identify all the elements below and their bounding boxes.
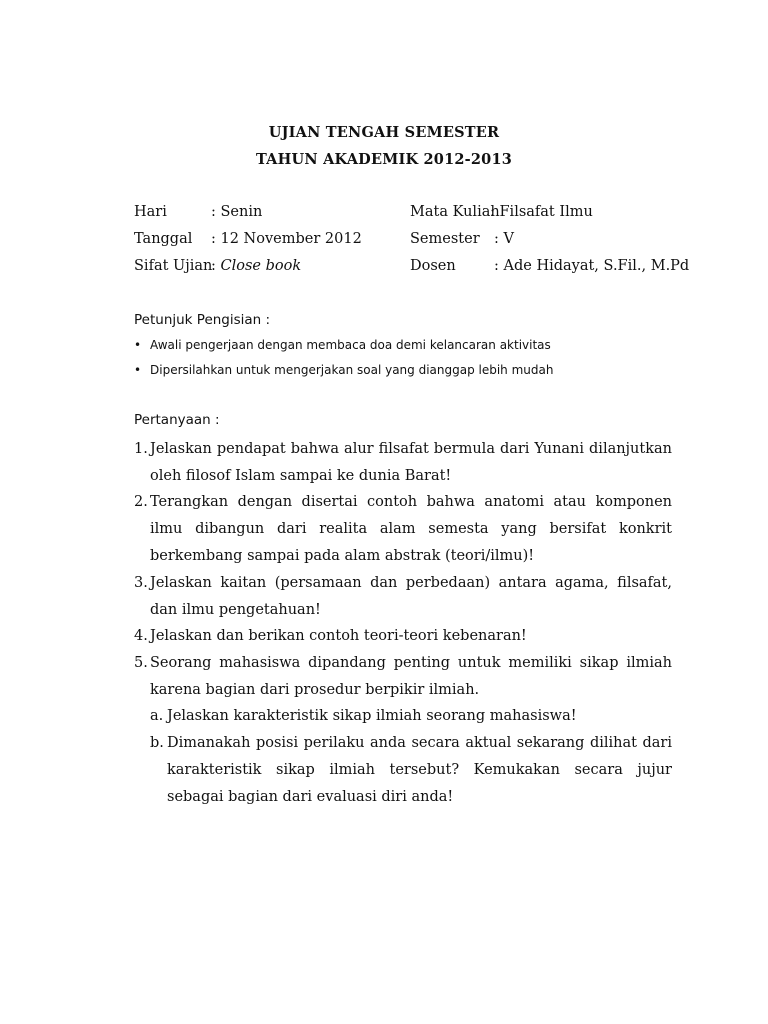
info-mata-kuliah — [410, 204, 593, 220]
instructions-heading: Petunjuk Pengisian : — [134, 312, 271, 328]
tanggal-value: : 12 November 2012 — [211, 231, 362, 247]
question-item: 4. Jelaskan dan berikan contoh teori-teori kebenaran! — [134, 628, 527, 644]
dosen-label: Dosen — [410, 258, 456, 274]
questions-heading: Pertanyaan : — [134, 412, 220, 428]
exam-title: UJIAN TENGAH SEMESTER — [268, 124, 500, 141]
mk-value: : Filsafat Ilmu — [490, 204, 593, 220]
sifat-label: Sifat Ujian — [134, 258, 213, 274]
info-tanggal — [134, 231, 362, 247]
sifat-colon: : — [211, 258, 216, 274]
mk-label: Mata Kuliah — [410, 204, 500, 220]
dosen-value: : Ade Hidayat, S.Fil., M.Pd — [494, 258, 690, 274]
academic-year: TAHUN AKADEMIK 2012-2013 — [255, 151, 513, 168]
bullet-icon: • — [134, 338, 142, 352]
info-sifat-ujian — [134, 258, 301, 274]
question-item: 3. Jelaskan kaitan (persamaan dan perbedaan) antara agama, filsafat, dan ilmu pengetahuan! — [134, 575, 672, 618]
exam-page: UJIAN TENGAH SEMESTER TAHUN AKADEMIK 2012-2013 Hari : Senin Tanggal : 12 November 2012 Sifat Ujian: Close book Mata Kuliah: Filsafat Ilmu Semester : V Dosen : Ade Hidayat, S.Fil., M.Pd Petunjuk Pengisian : • Awali pengerjaan dengan membaca doa demi kelancaran aktivitas • Dipersilahkan untuk mengerjakan soal yang dianggap lebih mudah Pertanyaan : 1. Jelaskan pendapat bahwa alur filsafat bermula dari Yunani dilanjutkan oleh filosof Islam sampai ke dunia Barat! 2. Terangkan dengan disertai contoh bahwa anatomi atau komponen ilmu dibangun dari realita alam semesta yang bersifat konkrit berkembang sampai pada alam abstrak (teori/ilmu)! 3. Jelaskan kaitan (persamaan dan perbedaan) antara agama, filsafat, dan ilmu pengetahuan! 4. Jelaskan dan berikan contoh teori-teori kebenaran! 5. Seorang mahasiswa dipandang penting untuk memiliki sikap ilmiah karena bagian dari prosedur berpikir ilmiah. a. Jelaskan karakteristik sikap ilmiah seorang mahasiswa! b. Dimanakah posisi perilaku anda secara aktual sekarang dilihat dari karakteristik sikap ilmiah tersebut? Kemukakan secara jujur sebagai bagian dari evaluasi diri anda! — [0, 0, 768, 1024]
tanggal-label: Tanggal — [134, 231, 193, 247]
hari-value: : Senin — [211, 204, 263, 220]
semester-label: Semester — [410, 231, 480, 247]
bullet-icon: • — [134, 363, 142, 377]
info-dosen — [410, 258, 689, 274]
info-semester — [410, 231, 514, 247]
hari-label: Hari — [134, 204, 167, 220]
sub-question-item: b. Dimanakah posisi perilaku anda secara aktual sekarang dilihat dari karakteristik sikap ilmiah tersebut? Kemukakan secara jujur sebagai bagian dari evaluasi diri anda! — [150, 735, 672, 805]
semester-value: : V — [494, 231, 514, 247]
info-hari — [134, 204, 262, 220]
sub-question-item: a. Jelaskan karakteristik sikap ilmiah seorang mahasiswa! — [150, 708, 577, 724]
sifat-value: Close book — [220, 258, 302, 274]
question-item: 1. Jelaskan pendapat bahwa alur filsafat bermula dari Yunani dilanjutkan oleh filosof Islam sampai ke dunia Barat! — [134, 441, 672, 484]
question-item: 5. Seorang mahasiswa dipandang penting untuk memiliki sikap ilmiah karena bagian dari prosedur berpikir ilmiah. — [134, 655, 672, 698]
question-item: 2. Terangkan dengan disertai contoh bahwa anatomi atau komponen ilmu dibangun dari realita alam semesta yang bersifat konkrit berkembang sampai pada alam abstrak (teori/ilmu)! — [134, 494, 672, 564]
